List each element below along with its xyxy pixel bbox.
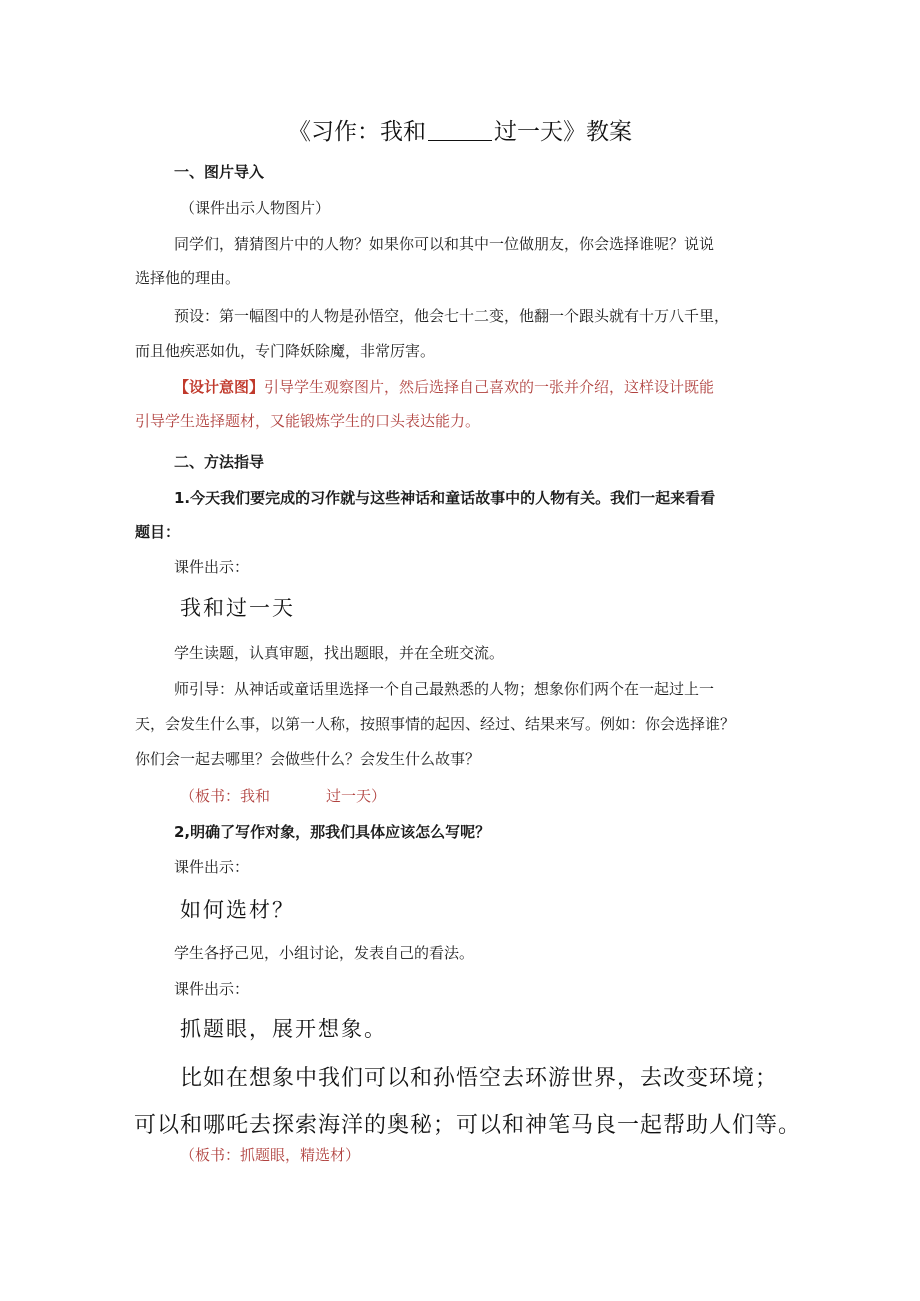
student-read-text: 学生读题，认真审题，找出题眼，并在全班交流。	[174, 644, 505, 662]
courseware-show-2: 课件出示：	[174, 858, 250, 876]
title-prefix: 《习作：我和	[288, 119, 426, 145]
courseware-show-1: 课件出示：	[174, 558, 250, 576]
design-intent-text1: 引导学生观察图片，然后选择自己喜欢的一张并介绍，这样设计既能	[264, 378, 715, 396]
question2: 2,明确了写作对象，那我们具体应该怎么写呢？	[174, 823, 491, 841]
design-intent-line2: 引导学生选择题材，又能锻炼学生的口头表达能力。	[135, 412, 481, 430]
teacher-guide-line1: 师引导：从神话或童话里选择一个自己最熟悉的人物；想象你们两个在一起过上一	[174, 680, 715, 698]
slide-how-to-choose: 如何选材？	[180, 898, 295, 922]
board-note-1-a: （板书：我和	[180, 787, 271, 805]
teacher-guide-line2: 天，会发生什么事，以第一人称，按照事情的起因、经过、结果来写。例如：你会选择谁？	[135, 715, 736, 733]
question1-line1: 1.今天我们要完成的习作就与这些神话和童话故事中的人物有关。我们一起来看看	[174, 489, 716, 507]
slide-example-line2: 可以和哪吒去探索海洋的奥秘；可以和神笔马良一起帮助人们等。	[134, 1113, 802, 1138]
title-blank	[428, 120, 492, 141]
slide-key-idea: 抓题眼，展开想象。	[180, 1017, 387, 1041]
section1-note: （课件出示人物图片）	[180, 199, 331, 217]
board-note-2: （板书：抓题眼，精选材）	[180, 1146, 361, 1164]
board-note-1-b: 过一天）	[326, 787, 387, 805]
section1-para1-line2: 选择他的理由。	[135, 269, 241, 287]
design-intent-label: 【设计意图】	[174, 378, 265, 396]
section1-para1-line1: 同学们，猜猜图片中的人物？如果你可以和其中一位做朋友，你会选择谁呢？说说	[174, 235, 715, 253]
section1-para2-line1: 预设：第一幅图中的人物是孙悟空，他会七十二变，他翻一个跟头就有十万八千里，	[174, 307, 730, 325]
student-discuss-text: 学生各抒己见，小组讨论，发表自己的看法。	[174, 944, 475, 962]
design-intent-line1	[174, 377, 714, 397]
title-suffix: 过一天》教案	[494, 119, 632, 145]
teacher-guide-line3: 你们会一起去哪里？会做些什么？会发生什么故事？	[135, 750, 481, 768]
slide-example-line1: 比如在想象中我们可以和孙悟空去环游世界，去改变环境；	[180, 1066, 779, 1091]
question1-line2: 题目：	[135, 523, 181, 541]
section2-heading: 二、方法指导	[174, 453, 265, 471]
section1-para2-line2: 而且他疾恶如仇，专门降妖除魔，非常厉害。	[135, 342, 436, 360]
courseware-show-3: 课件出示：	[174, 980, 250, 998]
slide-topic: 我和过一天	[180, 596, 295, 620]
board-note-1	[180, 786, 386, 806]
page-title	[0, 116, 920, 148]
section1-heading: 一、图片导入	[174, 163, 265, 181]
